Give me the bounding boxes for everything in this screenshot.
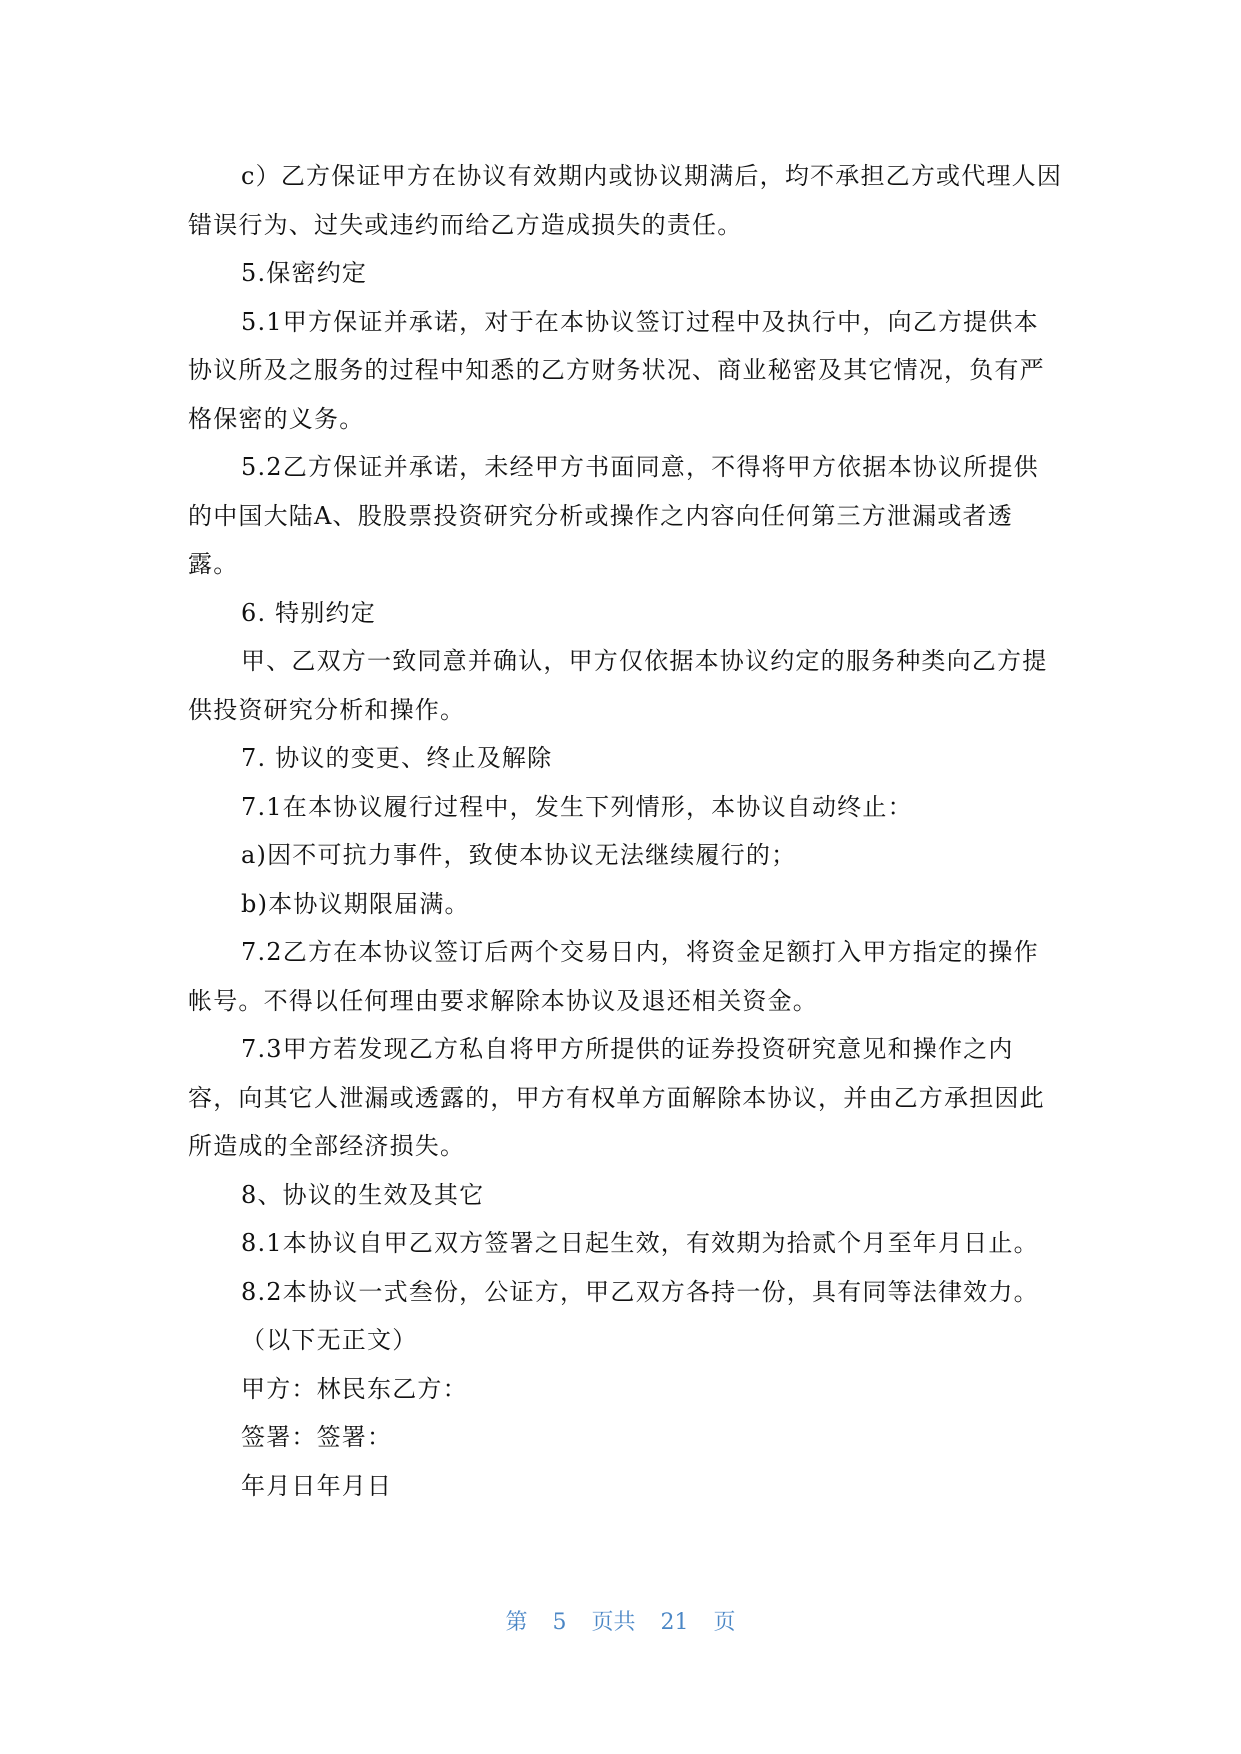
footer-prefix: 第 — [505, 1610, 528, 1635]
document-line: 的中国大陆A、股股票投资研究分析或操作之内容向任何第三方泄漏或者透 — [188, 501, 1013, 530]
document-line: 8、协议的生效及其它 — [241, 1180, 485, 1209]
document-line: 7.2乙方在本协议签订后两个交易日内，将资金足额打入甲方指定的操作 — [241, 938, 1039, 966]
document-line: 签署：签署： — [241, 1423, 393, 1451]
document-line: 露。 — [188, 550, 239, 578]
document-line: 甲、乙双方一致同意并确认，甲方仅依据本协议约定的服务种类向乙方提 — [241, 647, 1048, 675]
document-line: 5.保密约定 — [241, 259, 368, 287]
document-line: 7.1在本协议履行过程中，发生下列情形，本协议自动终止： — [241, 792, 913, 821]
document-line: 6. 特别约定 — [241, 598, 376, 627]
document-line: 8.1本协议自甲乙双方签署之日起生效，有效期为拾贰个月至年月日止。 — [241, 1229, 1039, 1257]
document-line: a)因不可抗力事件，致使本协议无法继续履行的； — [241, 841, 797, 869]
document-line: 格保密的义务。 — [188, 404, 365, 433]
document-line: 年月日年月日 — [241, 1471, 393, 1500]
document-line: c）乙方保证甲方在协议有效期内或协议期满后，均不承担乙方或代理人因 — [241, 162, 1063, 190]
document-line: 所造成的全部经济损失。 — [188, 1132, 466, 1160]
document-line: 供投资研究分析和操作。 — [188, 695, 466, 724]
footer-suffix: 页 — [713, 1610, 736, 1635]
document-body — [188, 152, 1063, 1510]
document-line: 7.3甲方若发现乙方私自将甲方所提供的证券投资研究意见和操作之内 — [241, 1035, 1014, 1063]
document-line: b)本协议期限届满。 — [241, 889, 470, 918]
footer-total-pages: 21 — [660, 1610, 689, 1635]
document-line: 协议所及之服务的过程中知悉的乙方财务状况、商业秘密及其它情况，负有严 — [188, 356, 1045, 384]
document-line: 8.2本协议一式叁份，公证方，甲乙双方各持一份，具有同等法律效力。 — [241, 1277, 1039, 1306]
document-line: 7. 协议的变更、终止及解除 — [241, 744, 553, 772]
footer-page-number: 5 — [552, 1610, 567, 1635]
document-line: 错误行为、过失或违约而给乙方造成损失的责任。 — [188, 210, 743, 239]
document-line: 容，向其它人泄漏或透露的，甲方有权单方面解除本协议，并由乙方承担因此 — [188, 1083, 1045, 1112]
footer-middle: 页共 — [591, 1610, 636, 1635]
page-footer — [0, 1605, 1241, 1636]
document-line: 5.1甲方保证并承诺，对于在本协议签订过程中及执行中，向乙方提供本 — [241, 307, 1039, 336]
document-line: 5.2乙方保证并承诺，未经甲方书面同意，不得将甲方依据本协议所提供 — [241, 453, 1039, 481]
document-line: 甲方：林民东乙方： — [241, 1374, 468, 1403]
document-line: （以下无正文） — [241, 1326, 418, 1354]
document-line: 帐号。不得以任何理由要求解除本协议及退还相关资金。 — [188, 986, 818, 1015]
